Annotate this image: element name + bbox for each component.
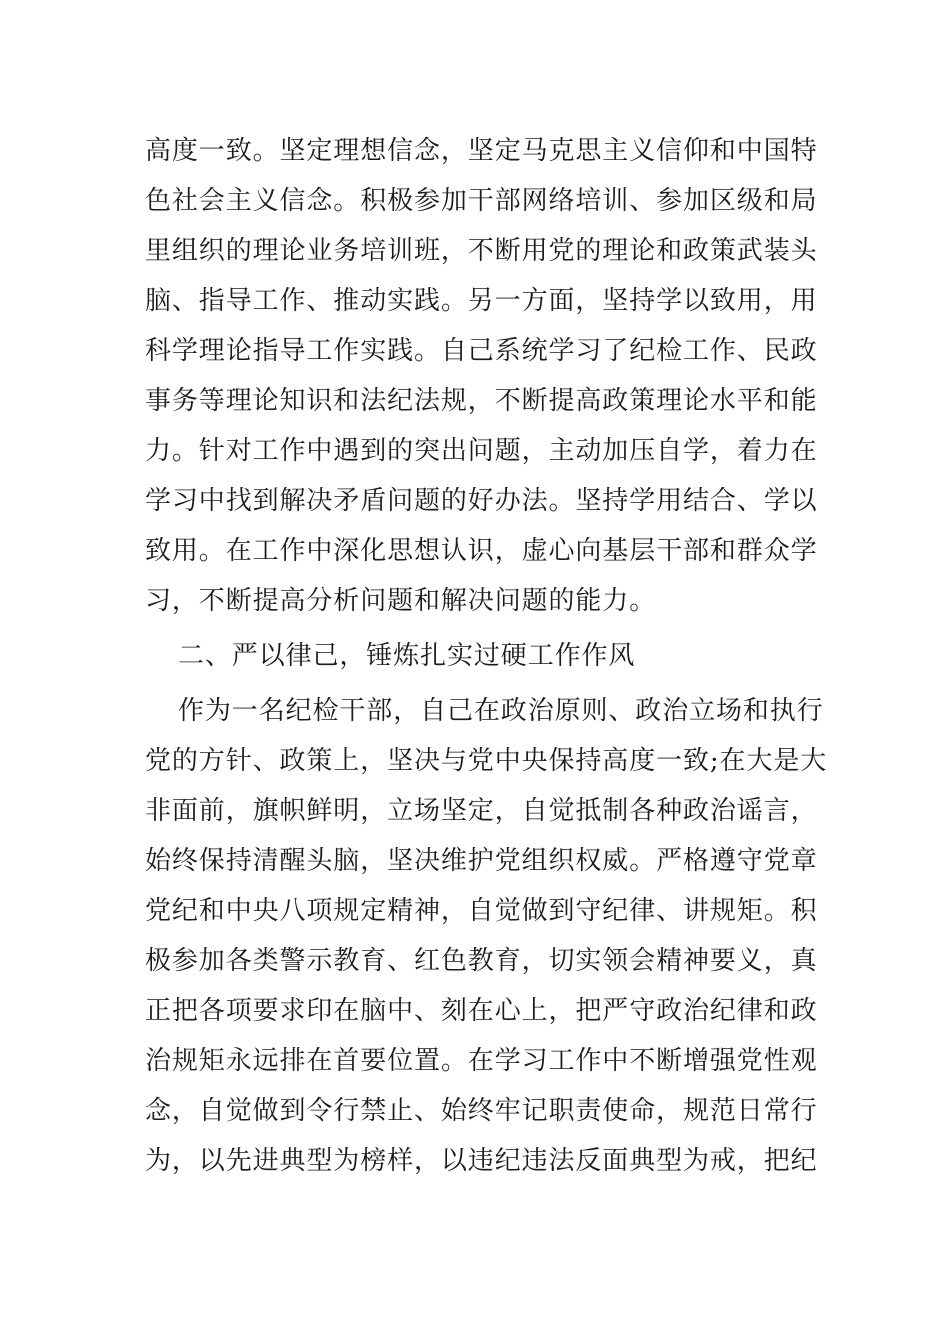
paragraph-line: 学习中找到解决矛盾问题的好办法。坚持学用结合、学以 (145, 486, 818, 516)
section-heading: 二、严以律己，锤炼扎实过硬工作作风 (178, 641, 636, 671)
paragraph-line: 党的方针、政策上，坚决与党中央保持高度一致;在大是大 (145, 746, 828, 776)
paragraph-line: 作为一名纪检干部，自己在政治原则、政治立场和执行 (178, 696, 824, 726)
paragraph-line: 里组织的理论业务培训班，不断用党的理论和政策武装头 (145, 236, 818, 266)
paragraph-line: 色社会主义信念。积极参加干部网络培训、参加区级和局 (145, 186, 818, 216)
paragraph-line: 习，不断提高分析问题和解决问题的能力。 (145, 586, 657, 616)
paragraph-line: 念，自觉做到令行禁止、始终牢记职责使命，规范日常行 (145, 1096, 818, 1126)
paragraph-line: 始终保持清醒头脑，坚决维护党组织权威。严格遵守党章 (145, 846, 818, 876)
paragraph-line: 极参加各类警示教育、红色教育，切实领会精神要义，真 (145, 946, 818, 976)
paragraph-line: 非面前，旗帜鲜明，立场坚定，自觉抵制各种政治谣言， (145, 796, 818, 826)
paragraph-line: 脑、指导工作、推动实践。另一方面，坚持学以致用，用 (145, 286, 818, 316)
paragraph-line: 科学理论指导工作实践。自己系统学习了纪检工作、民政 (145, 336, 818, 366)
paragraph-line: 致用。在工作中深化思想认识，虚心向基层干部和群众学 (145, 536, 818, 566)
paragraph-line: 党纪和中央八项规定精神，自觉做到守纪律、讲规矩。积 (145, 896, 818, 926)
paragraph-line: 力。针对工作中遇到的突出问题，主动加压自学，着力在 (145, 436, 818, 466)
paragraph-line: 正把各项要求印在脑中、刻在心上，把严守政治纪律和政 (145, 996, 818, 1026)
paragraph-line: 治规矩永远排在首要位置。在学习工作中不断增强党性观 (145, 1046, 818, 1076)
paragraph-line: 事务等理论知识和法纪法规，不断提高政策理论水平和能 (145, 386, 818, 416)
paragraph-line: 高度一致。坚定理想信念，坚定马克思主义信仰和中国特 (145, 136, 818, 166)
paragraph-line: 为，以先进典型为榜样，以违纪违法反面典型为戒，把纪 (145, 1146, 818, 1176)
